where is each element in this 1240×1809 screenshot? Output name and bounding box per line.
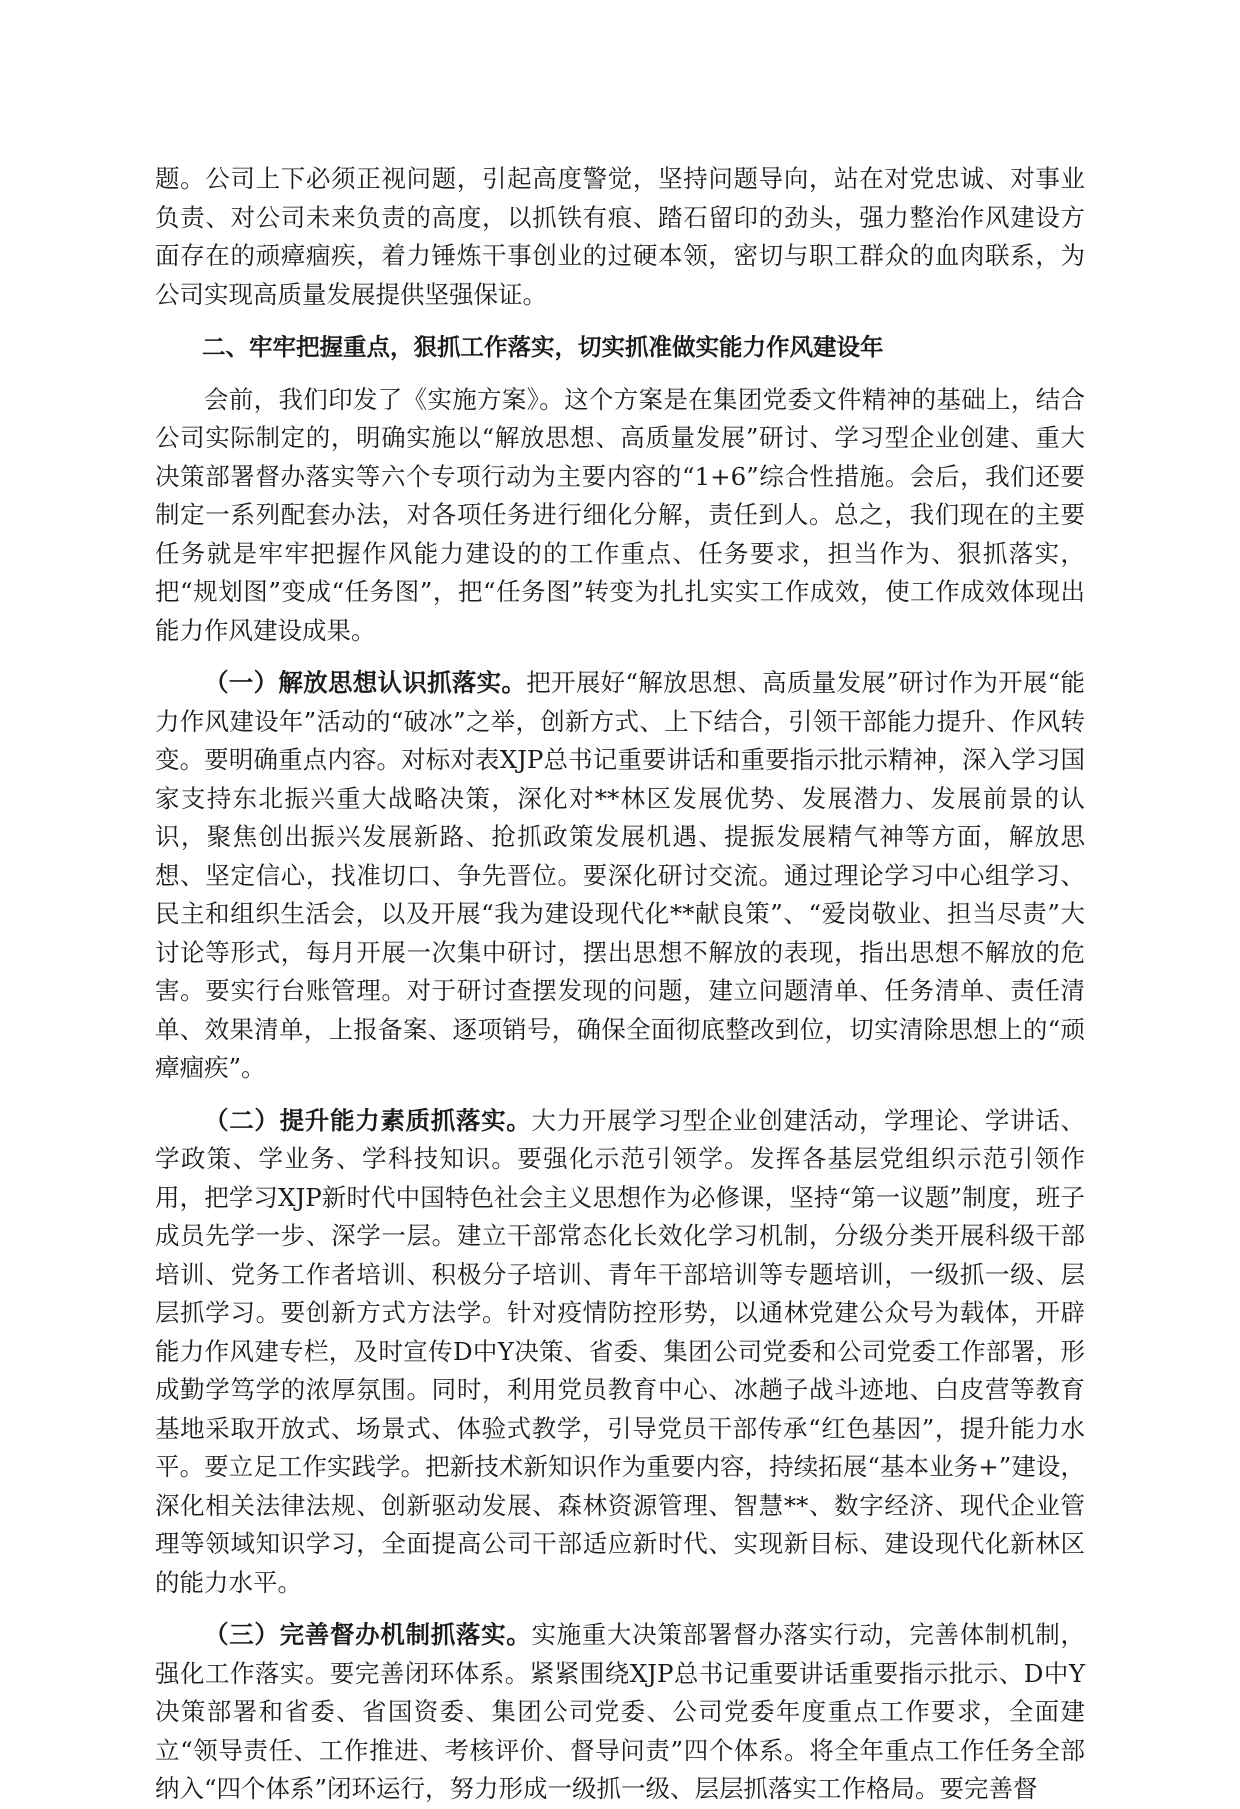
- paragraph-section-2: [155, 1102, 1085, 1603]
- section-heading-2: 二、牢牢把握重点，狠抓工作落实，切实抓准做实能力作风建设年: [202, 333, 884, 361]
- paragraph-intro-continuation: 题。公司上下必须正视问题，引起高度警觉，坚持问题导向，站在对党忠诚、对事业负责、对公司未来负责的高度，以抓铁有痕、踏石留印的劲头，强力整治作风建设方面存在的顽瘴痼疾，着力锤炼干事创业的过硬本领，密切与职工群众的血肉联系，为公司实现高质量发展提供坚强保证。: [155, 164, 1085, 309]
- section-2-body: 大力开展学习型企业创建活动，学理论、学讲话、学政策、学业务、学科技知识。要强化示范引领学。发挥各基层党组织示范引领作用，把学习XJP新时代中国特色社会主义思想作为必修课，坚持“第一议题”制度，班子成员先学一步、深学一层。建立干部常态化长效化学习机制，分级分类开展科级干部培训、党务工作者培训、积极分子培训、青年干部培训等专题培训，一级抓一级、层层抓学习。要创新方式方法学。针对疫情防控形势，以通林党建公众号为载体，开辟能力作风建专栏，及时宣传D中Y决策、省委、集团公司党委和公司党委工作部署，形成勤学笃学的浓厚氛围。同时，利用党员教育中心、冰趟子战斗迹地、白皮营等教育基地采取开放式、场景式、体验式教学，引导党员干部传承“红色基因”，提升能力水平。要立足工作实践学。把新技术新知识作为重要内容，持续拓展“基本业务+”建设，深化相关法律法规、创新驱动发展、森林资源管理、智慧**、数字经济、现代企业管理等领域知识学习，全面提高公司干部适应新时代、实现新目标、建设现代化新林区的能力水平。: [155, 1105, 1085, 1597]
- section-1-body: 把开展好“解放思想、高质量发展”研讨作为开展“能力作风建设年”活动的“破冰”之举，创新方式、上下结合，引领干部能力提升、作风转变。要明确重点内容。对标对表XJP总书记重要讲话和重要指示批示精神，深入学习国家支持东北振兴重大战略决策，深化对**林区发展优势、发展潜力、发展前景的认识，聚焦创出振兴发展新路、抢抓政策发展机遇、提振发展精气神等方面，解放思想、坚定信心，找准切口、争先晋位。要深化研讨交流。通过理论学习中心组学习、民主和组织生活会，以及开展“我为建设现代化**献良策”、“爱岗敬业、担当尽责”大讨论等形式，每月开展一次集中研讨，摆出思想不解放的表现，指出思想不解放的危害。要实行台账管理。对于研讨查摆发现的问题，建立问题清单、任务清单、责任清单、效果清单，上报备案、逐项销号，确保全面彻底整改到位，切实清除思想上的“顽瘴痼疾”。: [155, 668, 1085, 1082]
- section-1-lead: （一）解放思想认识抓落实。: [204, 668, 527, 697]
- section-3-lead: （三）完善督办机制抓落实。: [204, 1620, 532, 1649]
- paragraph-section-3: [155, 1616, 1085, 1809]
- paragraph-section-1: [155, 664, 1085, 1088]
- paragraph-implementation-plan: 会前，我们印发了《实施方案》。这个方案是在集团党委文件精神的基础上，结合公司实际制定的，明确实施以“解放思想、高质量发展”研讨、学习型企业创建、重大决策部署督办落实等六个专项行动为主要内容的“1+6”综合性措施。会后，我们还要制定一系列配套办法，对各项任务进行细化分解，责任到人。总之，我们现在的主要任务就是牢牢把握作风能力建设的的工作重点、任务要求，担当作为、狠抓落实，把“规划图”变成“任务图”，把“任务图”转变为扎扎实实工作成效，使工作成效体现出能力作风建设成果。: [155, 384, 1085, 645]
- section-2-lead: （二）提升能力素质抓落实。: [204, 1105, 532, 1135]
- section-3-body: 实施重大决策部署督办落实行动，完善体制机制，强化工作落实。要完善闭环体系。紧紧围绕XJP总书记重要讲话重要指示批示、D中Y决策部署和省委、省国资委、集团公司党委、公司党委年度重点工作要求，全面建立“领导责任、工作推进、考核评价、督导问责”四个体系。将全年重点工作任务全部纳入“四个体系”闭环运行，努力形成一级抓一级、层层抓落实工作格局。要完善督: [155, 1620, 1085, 1803]
